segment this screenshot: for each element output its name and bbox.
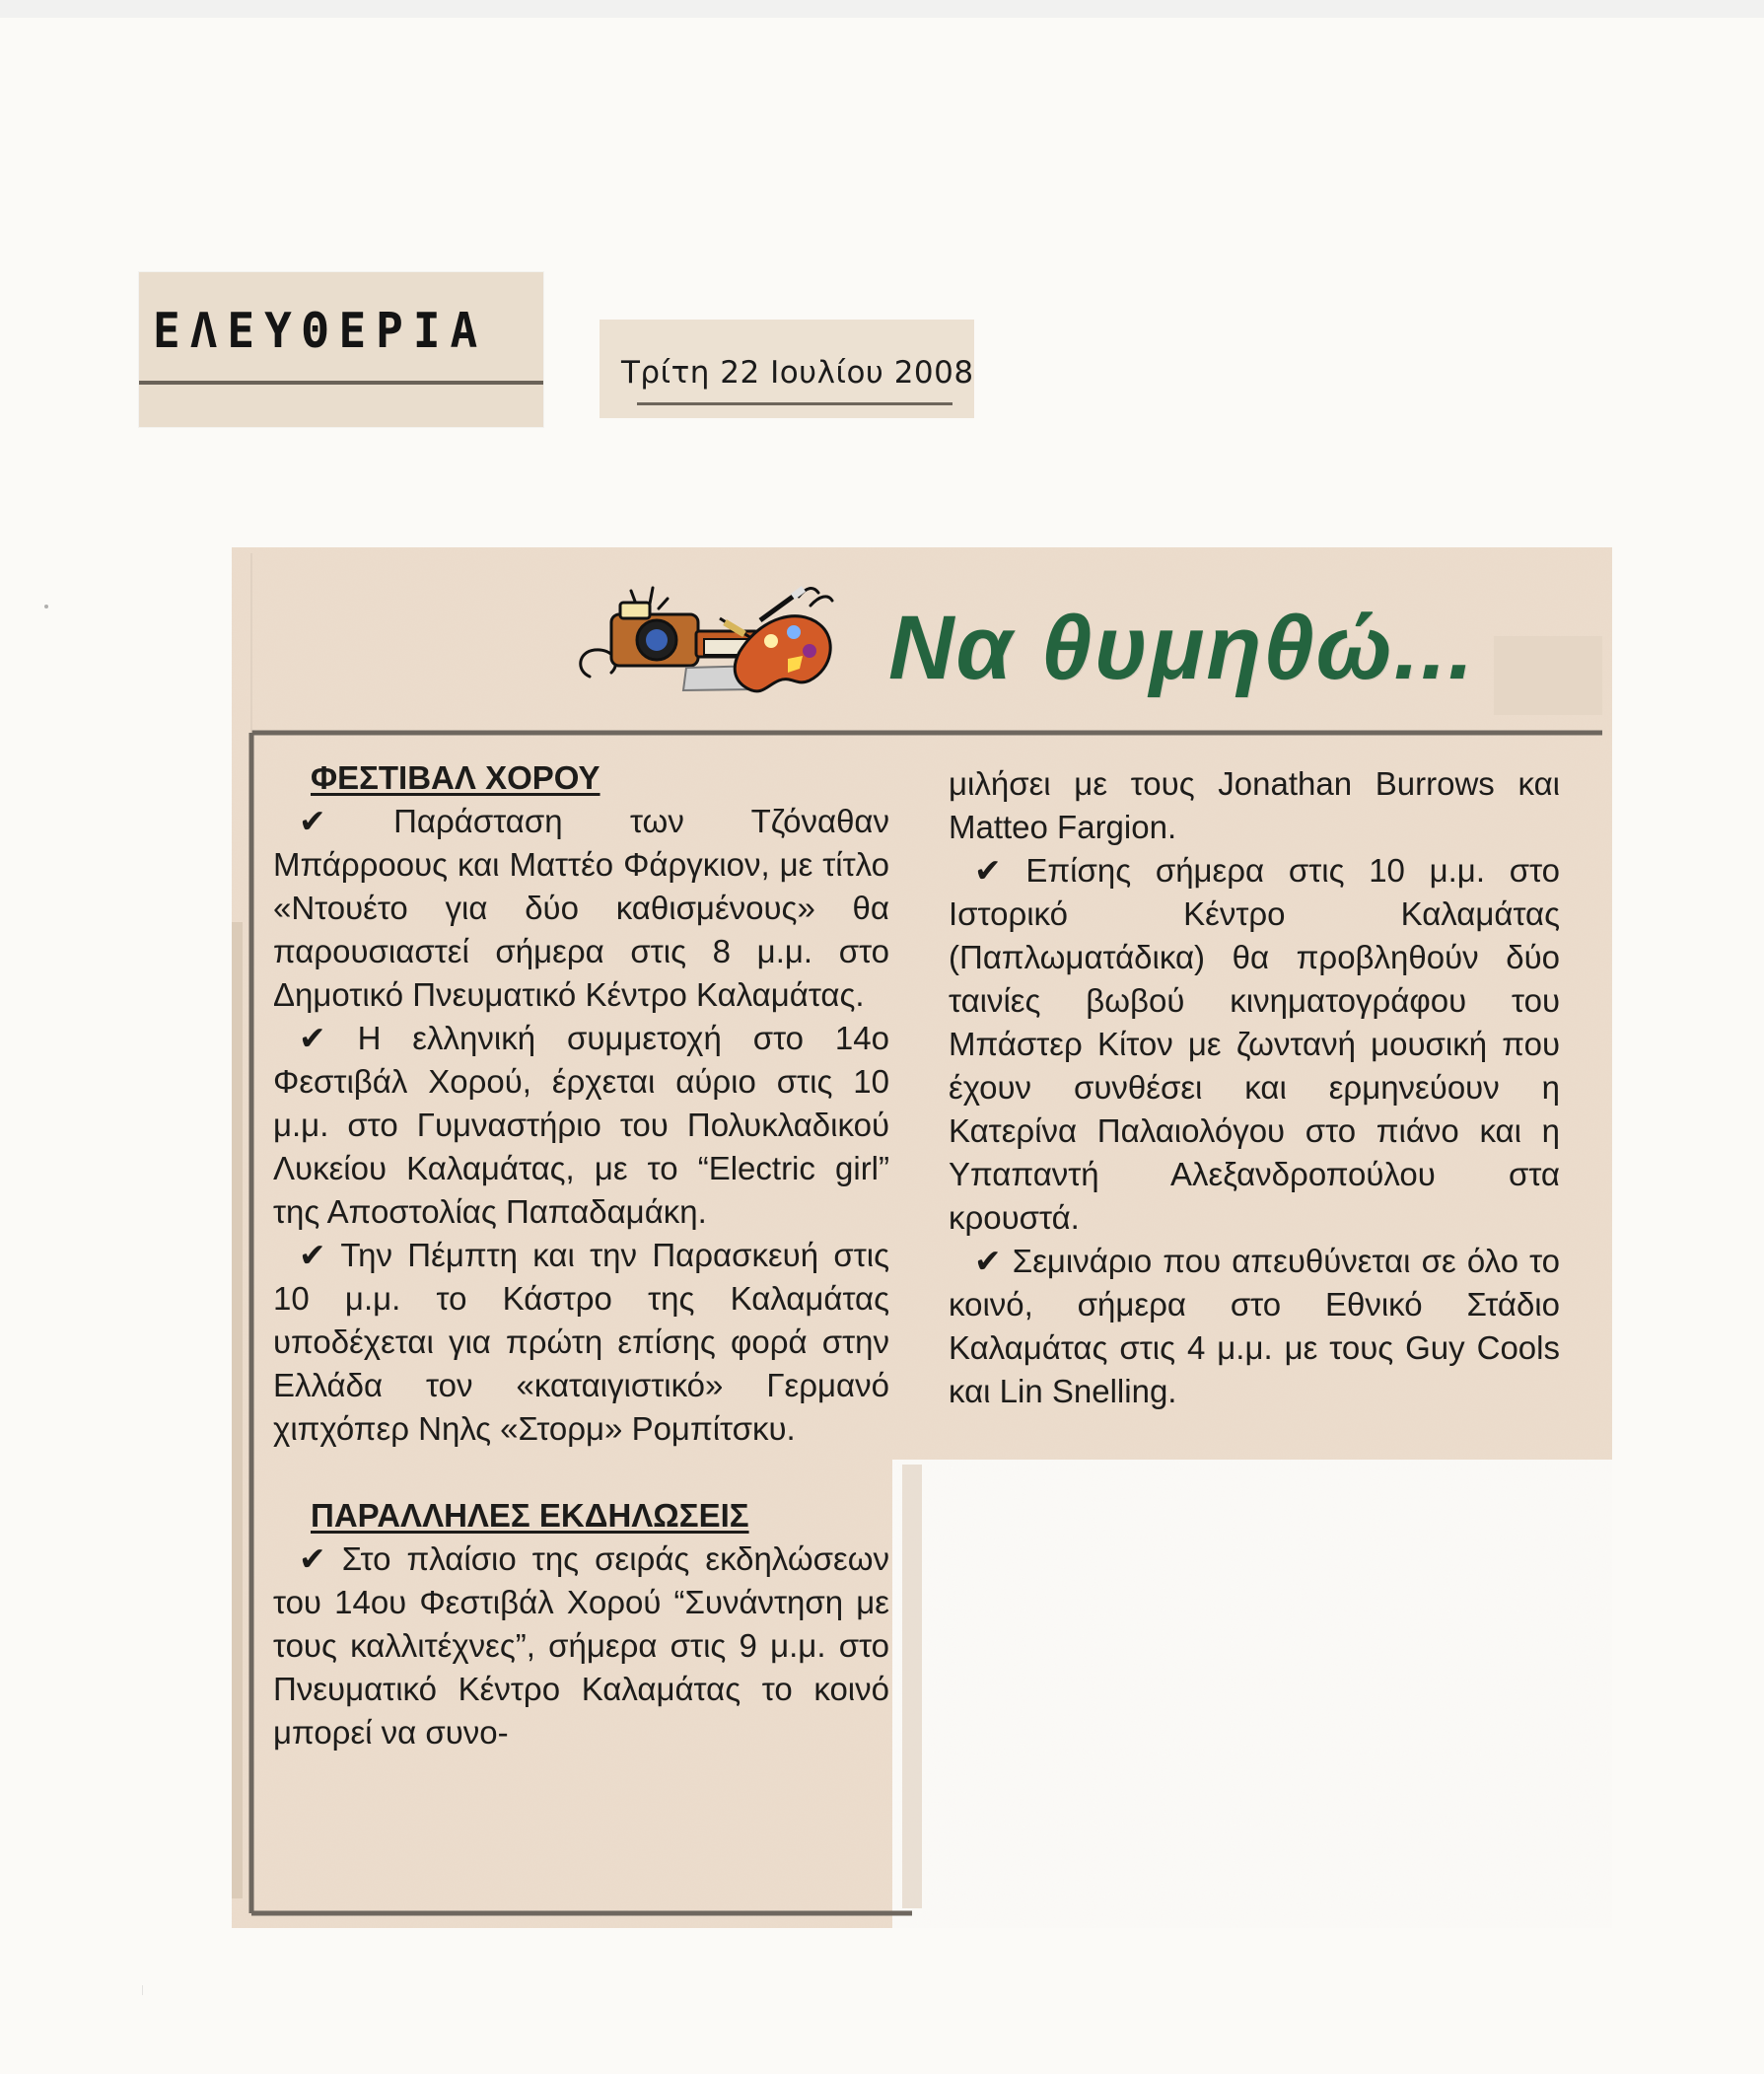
section-gap xyxy=(273,1451,889,1494)
dance-festival-item-3: ✔ Την Πέμπτη και την Παρασκευή στις 10 μ.μ. το Κάστρο της Καλαμάτας υποδέχεται για πρώτη επίσης φορά στην Ελλάδα τον «καταιγιστικό» Γερμανό χιπχόπερ Νηλς «Στορμ» Ρομπίτσκυ. xyxy=(273,1234,889,1451)
parallel-events-continuation: μιλήσει με τους Jonathan Burrows και Matteo Fargion. xyxy=(949,765,1560,845)
dance-festival-heading: ΦΕΣΤΙΒΑΛ ΧΟΡΟΥ xyxy=(311,759,600,796)
newspaper-title: ΕΛΕΥΘΕΡΙΑ xyxy=(153,302,488,359)
date-clipping xyxy=(600,320,974,418)
masthead-rule xyxy=(139,381,543,385)
dance-festival-item-1: ✔ Παράσταση των Τζόναθαν Μπάρροους και Ματτέο Φάργκιον, με τίτλο «Ντουέτο για δύο καθισμένους» θα παρουσιαστεί σήμερα στις 8 μ.μ. στο Δημοτικό Πνευματικό Κέντρο Καλαμάτας. xyxy=(273,800,889,1017)
parallel-events-heading: ΠΑΡΑΛΛΗΛΕΣ ΕΚΔΗΛΩΣΕΙΣ xyxy=(311,1497,749,1534)
dance-festival-item-2: ✔ Η ελληνική συμμετοχή στο 14ο Φεστιβάλ Χορού, έρχεται αύριο στις 10 μ.μ. στο Γυμναστήριο του Πολυκλαδικού Λυκείου Καλαμάτας, με το “Electric girl” της Αποστολίας Παπαδαμάκη. xyxy=(273,1017,889,1234)
left-column xyxy=(273,756,889,1754)
right-column xyxy=(949,762,1560,1413)
article-headline: Να θυμηθώ... xyxy=(888,598,1476,698)
masthead-clipping xyxy=(139,272,543,427)
date-rule xyxy=(637,402,953,405)
article-clipping xyxy=(232,547,1612,1928)
masthead-ghost-text xyxy=(151,278,531,298)
publication-date: Τρίτη 22 Ιουλίου 2008 xyxy=(621,355,974,391)
parallel-events-item-3: ✔ Σεμινάριο που απευθύνεται σε όλο το κοινό, σήμερα στο Εθνικό Στάδιο Καλαμάτας στις 4 μ.μ. με τους Guy Cools και Lin Snelling. xyxy=(949,1240,1560,1413)
camera-book-palette-art-icon xyxy=(577,579,858,702)
parallel-events-item-2: ✔ Επίσης σήμερα στις 10 μ.μ. στο Ιστορικό Κέντρο Καλαμάτας (Παπλωματάδικα) θα προβληθούν δύο ταινίες βωβού κινηματογράφου του Μπάστερ Κίτον με ζωντανή μουσική που έχουν συνθέσει και ερμηνεύουν η Κατερίνα Παλαιολόγου στο πιάνο και η Υπαπαντή Αλεξανδροπούλου στα κρουστά. xyxy=(949,849,1560,1240)
parallel-events-item-1: ✔ Στο πλαίσιο της σειράς εκδηλώσεων του 14ου Φεστιβάλ Χορού “Συνάντηση με τους καλλιτέχνες”, σήμερα στις 9 μ.μ. στο Πνευματικό Κέντρο Καλαμάτας το κοινό μπορεί να συνο- xyxy=(273,1538,889,1754)
